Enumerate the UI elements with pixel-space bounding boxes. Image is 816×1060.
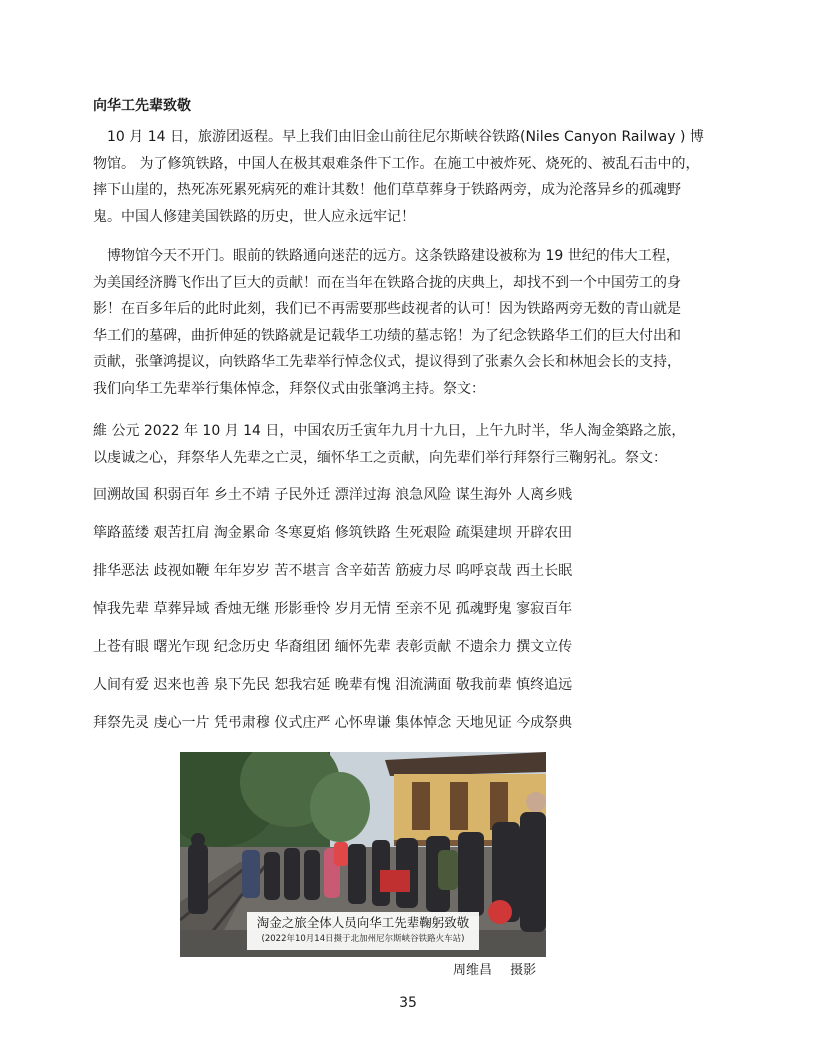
eulogy-verse-line: 拜祭先灵 虔心一片 凭弔肃穆 仪式庄严 心怀卑谦 集体悼念 天地见证 今成祭典 xyxy=(93,715,573,731)
photo-credit: 周维昌 摄影 xyxy=(453,963,537,978)
paragraph-line: 为美国经济腾飞作出了巨大的贡献！而在当年在铁路合拢的庆典上，却找不到一个中国劳工的身 xyxy=(93,274,681,291)
paragraph-2 xyxy=(93,243,753,402)
paragraph-line: 維 公元 2022 年 10 月 14 日，中国农历壬寅年九月十九日，上午九时半，华人淘金築路之旅， xyxy=(93,423,686,439)
eulogy-verse-line: 排华恶法 歧视如鞭 年年岁岁 苦不堪言 含辛茹苦 筋疲力尽 呜呼哀哉 西土长眠 xyxy=(93,563,573,579)
paragraph-1 xyxy=(93,124,753,230)
article-heading: 向华工先辈致敬 xyxy=(93,98,191,114)
paragraph-line: 影！在百多年后的此时此刻，我们已不再需要那些歧视者的认可！因为铁路两旁无数的青山就是 xyxy=(93,301,681,317)
paragraph-line: 鬼。中国人修建美国铁路的历史，世人应永远牢记！ xyxy=(93,208,415,225)
paragraph-line: 以虔诚之心，拜祭华人先辈之亡灵，缅怀华工之贡献，向先辈们举行拜祭行三鞠躬礼。祭文： xyxy=(93,449,667,466)
eulogy-verse-line: 悼我先辈 草葬异域 香烛无继 形影垂怜 岁月无情 至亲不见 孤魂野鬼 寥寂百年 xyxy=(93,601,573,617)
eulogy-verse-line: 筚路蓝缕 艰苦扛肩 淘金累命 冬寒夏焰 修筑铁路 生死艰险 疏渠建坝 开辟农田 xyxy=(93,525,573,541)
photo-caption: 淘金之旅全体人员向华工先辈鞠躬致敬 xyxy=(256,915,470,930)
paragraph-line: 摔下山崖的，热死冻死累死病死的难计其数！他们草草葬身于铁路两旁，成为沦落异乡的孤魂野 xyxy=(93,182,681,198)
photo-caption-box xyxy=(247,912,479,950)
paragraph-3 xyxy=(93,418,753,471)
page-number: 35 xyxy=(399,995,417,1011)
eulogy-verse-line: 上苍有眼 曙光乍现 纪念历史 华裔组团 缅怀先辈 表彰贡献 不遗余力 撰文立传 xyxy=(93,639,573,655)
eulogy-verse-line: 人间有爱 迟来也善 泉下先民 恕我宕延 晚辈有愧 泪流满面 敬我前辈 慎终追远 xyxy=(93,677,573,693)
eulogy-verse-line: 回溯故国 积弱百年 乡土不靖 子民外迁 漂洋过海 浪急风险 谋生海外 人离乡贱 xyxy=(93,487,573,503)
paragraph-line: 10 月 14 日，旅游团返程。早上我们由旧金山前往尼尔斯峡谷铁路(Niles Canyon Railway ) 博 xyxy=(107,129,704,145)
paragraph-line: 贡献，张肇鸿提议，向铁路华工先辈举行悼念仪式，提议得到了张素久会长和林旭会长的支持， xyxy=(93,354,681,370)
paragraph-line: 博物馆今天不开门。眼前的铁路通向迷茫的远方。这条铁路建设被称为 19 世纪的伟大工程， xyxy=(107,248,680,264)
ceremony-photo xyxy=(180,752,546,957)
paragraph-line: 物馆。 为了修筑铁路，中国人在极其艰难条件下工作。在施工中被炸死、烧死的、被乱石击中的， xyxy=(93,155,700,172)
paragraph-line: 我们向华工先辈举行集体悼念，拜祭仪式由张肇鸿主持。祭文： xyxy=(93,380,485,397)
photo-caption-sub: (2022年10月14日摄于北加州尼尔斯峡谷铁路火车站) xyxy=(261,934,465,944)
paragraph-line: 华工们的墓碑，曲折伸延的铁路就是记载华工功绩的墓志铭！为了纪念铁路华工们的巨大付出和 xyxy=(93,327,681,344)
